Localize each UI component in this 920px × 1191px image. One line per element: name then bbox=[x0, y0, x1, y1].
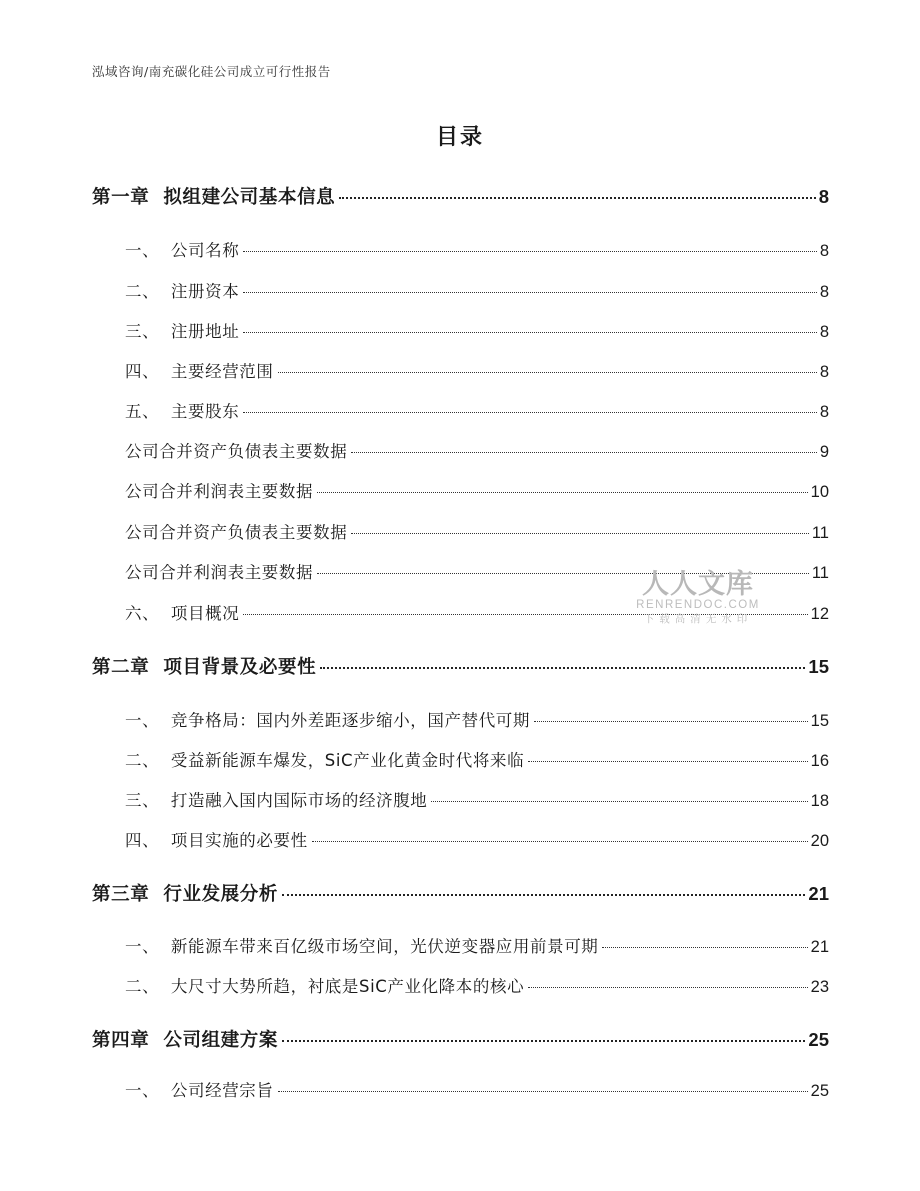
toc-entry-label: 六、 项目概况 bbox=[125, 604, 240, 623]
toc-page-number: 8 bbox=[819, 363, 829, 381]
toc-section-entry[interactable] bbox=[125, 318, 829, 342]
toc-page-number: 11 bbox=[811, 564, 829, 582]
toc-page-number: 25 bbox=[810, 1082, 829, 1100]
toc-entry-label: 一、 公司经营宗旨 bbox=[125, 1081, 274, 1100]
toc-entry-label: 一、 公司名称 bbox=[125, 241, 240, 260]
toc-dot-leader bbox=[282, 1040, 805, 1042]
toc-entry-label: 第四章 公司组建方案 bbox=[92, 1030, 278, 1051]
toc-page-number: 8 bbox=[819, 283, 829, 301]
toc-section-entry[interactable] bbox=[125, 237, 829, 261]
toc-page-number: 8 bbox=[819, 323, 829, 341]
toc-page-number: 18 bbox=[810, 792, 829, 810]
toc-entry-label: 第三章 行业发展分析 bbox=[92, 884, 278, 905]
toc-dot-leader bbox=[312, 841, 808, 842]
toc-dot-leader bbox=[317, 492, 808, 493]
toc-entry-label: 第二章 项目背景及必要性 bbox=[92, 657, 317, 678]
toc-dot-leader bbox=[351, 452, 817, 453]
toc-section-entry[interactable] bbox=[125, 973, 829, 997]
toc-title: 目录 bbox=[435, 125, 484, 150]
toc-entry-label: 三、 注册地址 bbox=[125, 322, 240, 341]
toc-dot-leader bbox=[528, 987, 807, 988]
toc-dot-leader bbox=[351, 533, 809, 534]
toc-entry-label: 公司合并资产负债表主要数据 bbox=[125, 442, 348, 461]
toc-page-number: 8 bbox=[819, 403, 829, 421]
toc-page-number: 8 bbox=[819, 242, 829, 260]
toc-dot-leader bbox=[278, 1091, 808, 1092]
toc-dot-leader bbox=[243, 251, 817, 252]
toc-entry-label: 公司合并资产负债表主要数据 bbox=[125, 523, 348, 542]
toc-section-entry[interactable] bbox=[125, 278, 829, 302]
toc-section-entry[interactable] bbox=[125, 559, 829, 583]
toc-page-number: 20 bbox=[810, 832, 829, 850]
toc-dot-leader bbox=[339, 197, 815, 199]
toc-entry-label: 四、 项目实施的必要性 bbox=[125, 831, 308, 850]
toc-chapter-entry[interactable] bbox=[92, 880, 829, 906]
toc-section-entry[interactable] bbox=[125, 519, 829, 543]
toc-section-entry[interactable] bbox=[125, 438, 829, 462]
toc-chapter-entry[interactable] bbox=[92, 183, 829, 209]
toc-entry-label: 一、 竞争格局：国内外差距逐步缩小，国产替代可期 bbox=[125, 711, 530, 730]
toc-dot-leader bbox=[528, 761, 807, 762]
toc-page-number: 8 bbox=[818, 186, 829, 207]
toc-entry-label: 二、 大尺寸大势所趋，衬底是SiC产业化降本的核心 bbox=[125, 977, 525, 996]
toc-dot-leader bbox=[317, 573, 809, 574]
toc-dot-leader bbox=[243, 614, 807, 615]
toc-dot-leader bbox=[243, 292, 817, 293]
watermark-logo-text: 人人文库 bbox=[642, 569, 754, 600]
toc-dot-leader bbox=[282, 894, 805, 896]
toc-page-number: 21 bbox=[810, 938, 829, 956]
toc-section-entry[interactable] bbox=[125, 398, 829, 422]
toc-chapter-entry[interactable] bbox=[92, 653, 829, 679]
toc-page-number: 11 bbox=[811, 524, 829, 542]
toc-page-number: 21 bbox=[808, 883, 829, 904]
toc-page-number: 12 bbox=[810, 605, 829, 623]
toc-entry-label: 二、 注册资本 bbox=[125, 282, 240, 301]
toc-section-entry[interactable] bbox=[125, 707, 829, 731]
toc-page-number: 10 bbox=[810, 483, 829, 501]
toc-dot-leader bbox=[320, 667, 805, 669]
toc-dot-leader bbox=[243, 412, 817, 413]
watermark-url: RENRENDOC.COM bbox=[636, 599, 760, 611]
toc-section-entry[interactable] bbox=[125, 787, 829, 811]
toc-dot-leader bbox=[243, 332, 817, 333]
toc-dot-leader bbox=[602, 947, 807, 948]
toc-entry-label: 第一章 拟组建公司基本信息 bbox=[92, 187, 336, 208]
toc-entry-label: 三、 打造融入国内国际市场的经济腹地 bbox=[125, 791, 428, 810]
page-header: 泓域咨询/南充碳化硅公司成立可行性报告 bbox=[92, 64, 331, 79]
toc-page-number: 15 bbox=[810, 712, 829, 730]
toc-entry-label: 公司合并利润表主要数据 bbox=[125, 563, 314, 582]
toc-chapter-entry[interactable] bbox=[92, 1026, 829, 1052]
toc-entry-label: 一、 新能源车带来百亿级市场空间，光伏逆变器应用前景可期 bbox=[125, 937, 599, 956]
toc-section-entry[interactable] bbox=[125, 1077, 829, 1101]
toc-page-number: 23 bbox=[810, 978, 829, 996]
toc-page-number: 15 bbox=[808, 656, 829, 677]
toc-section-entry[interactable] bbox=[125, 600, 829, 624]
toc-entry-label: 公司合并利润表主要数据 bbox=[125, 482, 314, 501]
toc-dot-leader bbox=[431, 801, 807, 802]
toc-section-entry[interactable] bbox=[125, 358, 829, 382]
toc-section-entry[interactable] bbox=[125, 827, 829, 851]
toc-dot-leader bbox=[534, 721, 808, 722]
toc-section-entry[interactable] bbox=[125, 747, 829, 771]
toc-page-number: 9 bbox=[819, 443, 829, 461]
toc-entry-label: 五、 主要股东 bbox=[125, 402, 240, 421]
toc-section-entry[interactable] bbox=[125, 933, 829, 957]
toc-dot-leader bbox=[278, 372, 817, 373]
toc-entry-label: 四、 主要经营范围 bbox=[125, 362, 274, 381]
toc-entry-label: 二、 受益新能源车爆发，SiC产业化黄金时代将来临 bbox=[125, 751, 525, 770]
watermark-subtitle: 下载高清无水印 bbox=[643, 613, 753, 625]
toc-page-number: 16 bbox=[810, 752, 829, 770]
toc-section-entry[interactable] bbox=[125, 478, 829, 502]
toc-page-number: 25 bbox=[808, 1029, 829, 1050]
